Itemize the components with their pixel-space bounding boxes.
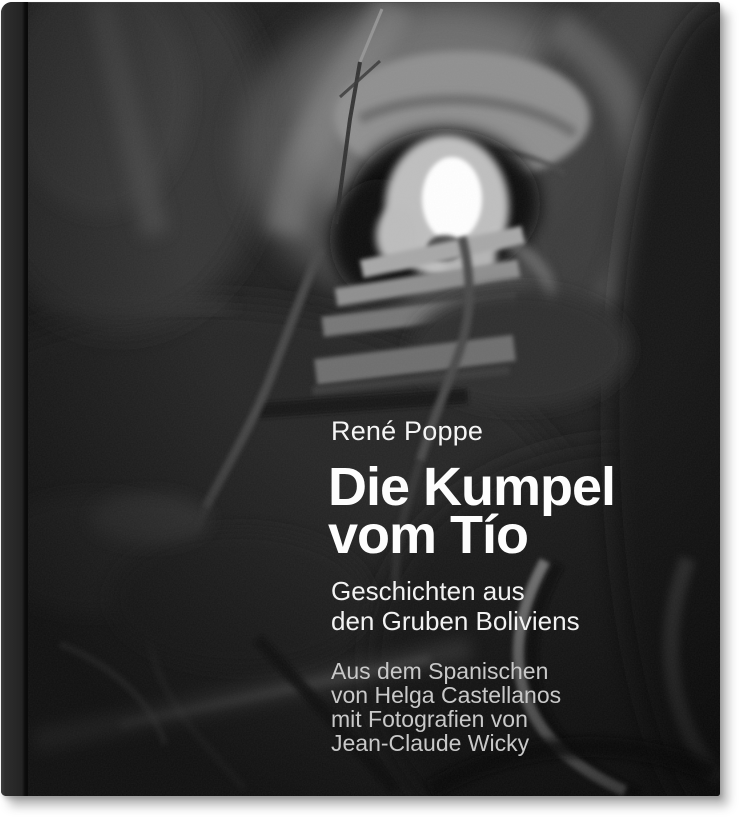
credit-line-3: mit Fotografien von — [331, 706, 528, 732]
credit-line-1: Aus dem Spanischen — [331, 658, 549, 684]
book-cover — [1, 2, 720, 796]
subtitle-line-1: Geschichten aus — [331, 576, 525, 606]
film-grain — [28, 2, 720, 796]
subtitle-line-2: den Gruben Boliviens — [331, 606, 580, 636]
title-line-2: vom Tío — [328, 505, 529, 565]
cover-front — [28, 2, 720, 796]
author-name: René Poppe — [331, 416, 484, 446]
credit-line-2: von Helga Castellanos — [331, 682, 562, 708]
credit-line-4: Jean-Claude Wicky — [331, 730, 530, 756]
mine-shaft-photo — [28, 2, 720, 796]
title-line-1: Die Kumpel — [328, 457, 616, 517]
book-spine — [1, 2, 28, 796]
